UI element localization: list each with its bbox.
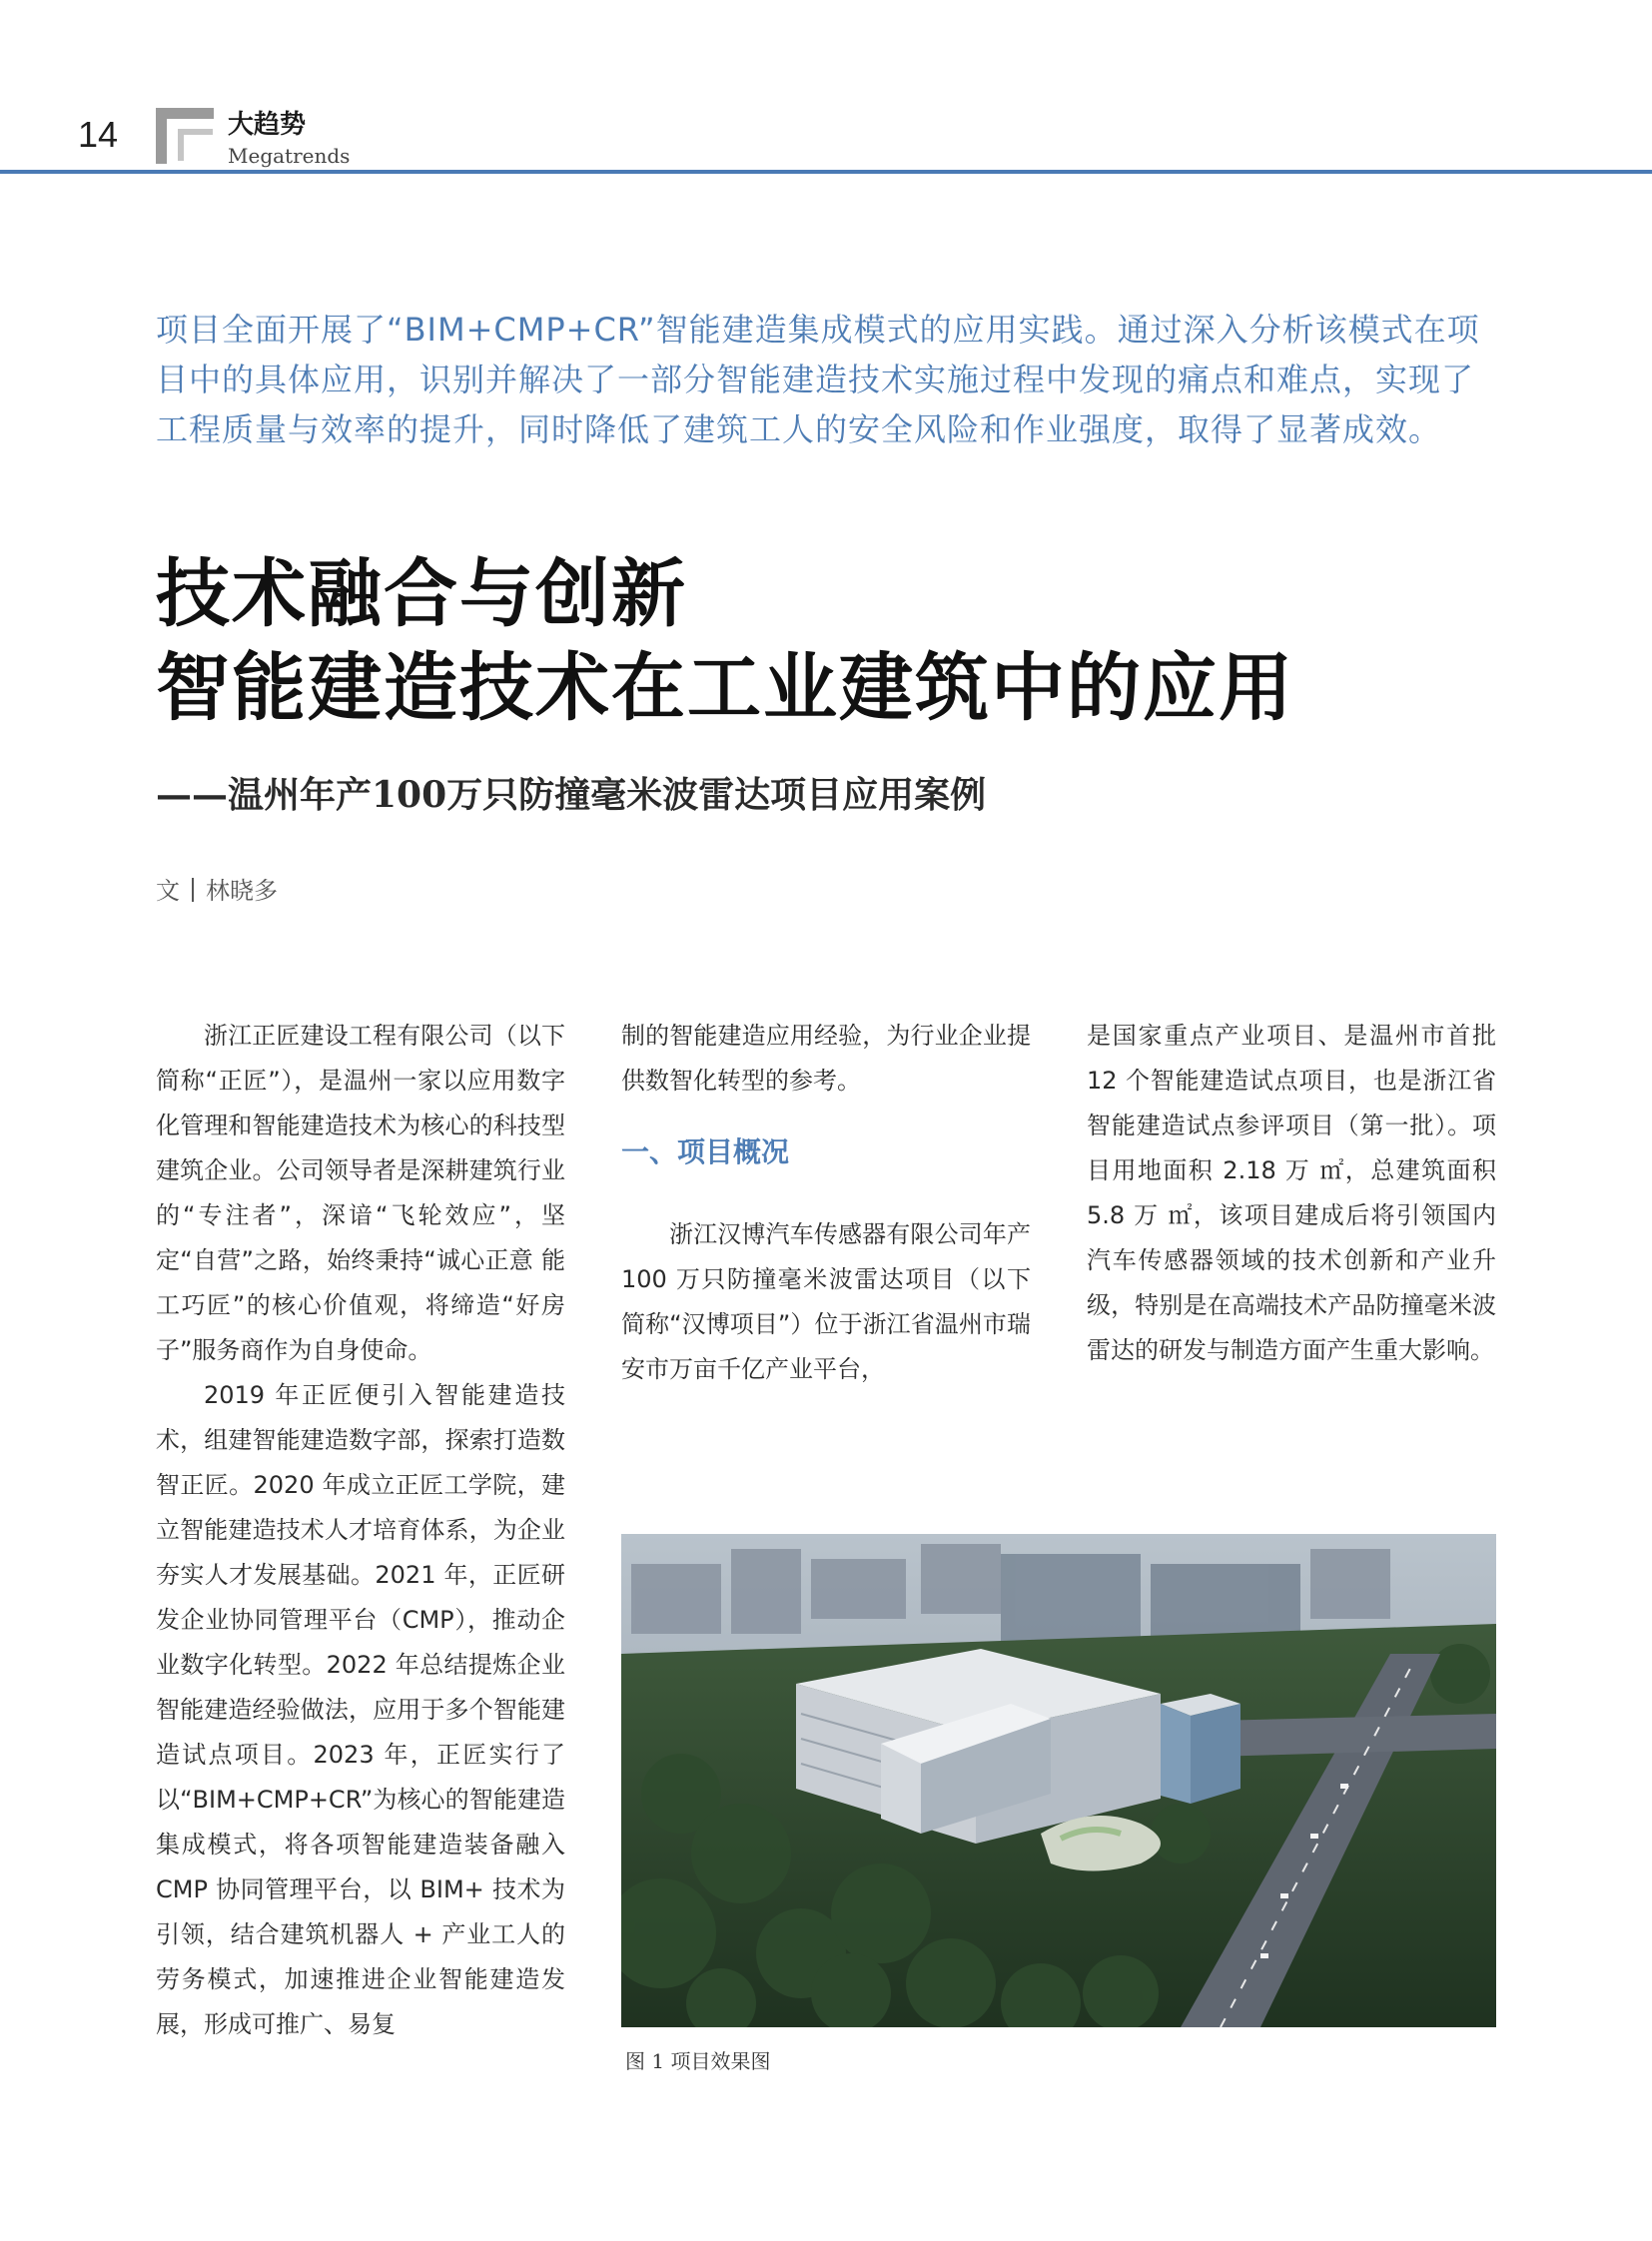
body-column-1 xyxy=(156,1014,565,2047)
byline-separator xyxy=(192,878,194,902)
article-title xyxy=(156,547,1294,735)
byline xyxy=(156,871,278,906)
section-bracket-inner-icon xyxy=(178,129,213,161)
lede-paragraph: 项目全面开展了“BIM+CMP+CR”智能建造集成模式的应用实践。通过深入分析该模式在项目中的具体应用，识别并解决了一部分智能建造技术实施过程中发现的痛点和难点，实现了工程质量与效率的提升，同时降低了建筑工人的安全风险和作业强度，取得了显著成效。 xyxy=(156,311,1480,448)
figure-caption: 图 1 项目效果图 xyxy=(625,2049,771,2073)
project-rendering-image xyxy=(621,1534,1496,2027)
title-line-1: 技术融合与创新 xyxy=(156,551,687,637)
header-rule xyxy=(0,170,1652,174)
article-subtitle: ——温州年产100万只防撞毫米波雷达项目应用案例 xyxy=(156,774,987,816)
body-paragraph: 2019 年正匠便引入智能建造技术，组建智能建造数字部，探索打造数智正匠。2020 年成立正匠工学院，建立智能建造技术人才培育体系，为企业夯实人才发展基础。2021 年，正匠研发企业协同管理平台（CMP），推动企业数字化转型。2022 年总结提炼企业智能建造经验做法，应用于多个智能建造试点项目。2023 年，正匠实行了以“BIM+CMP+CR”为核心的智能建造集成模式，将各项智能建造装备融入 CMP 协同管理平台，以 BIM+ 技术为引领，结合建筑机器人 + 产业工人的劳务模式，加速推进企业智能建造发展，形成可推广、易复 xyxy=(156,1381,565,2038)
section-title: 大趋势 xyxy=(228,110,307,140)
author-name: 林晓多 xyxy=(206,877,278,905)
byline-label: 文 xyxy=(156,877,180,905)
body-column-3 xyxy=(1087,1014,1496,1373)
body-paragraph: 浙江正匠建设工程有限公司（以下简称“正匠”），是温州一家以应用数字化管理和智能建造技术为核心的科技型建筑企业。公司领导者是深耕建筑行业的“专注者”，深谙“飞轮效应”，坚定“自营”之路，始终秉持“诚心正意 能工巧匠”的核心价值观，将缔造“好房子”服务商作为自身使命。 xyxy=(156,1022,565,1364)
section-subtitle: Megatrends xyxy=(228,144,351,168)
title-line-2: 智能建造技术在工业建筑中的应用 xyxy=(156,645,1294,731)
section-heading: 一、项目概况 xyxy=(621,1135,790,1168)
body-column-2 xyxy=(621,1014,1031,1392)
body-paragraph: 是国家重点产业项目、是温州市首批 12 个智能建造试点项目，也是浙江省智能建造试点参评项目（第一批）。项目用地面积 2.18 万 ㎡，总建筑面积 5.8 万 ㎡，该项目建成后将引领国内汽车传感器领域的技术创新和产业升级，特别是在高端技术产品防撞毫米波雷达的研发与制造方面产生重大影响。 xyxy=(1087,1022,1496,1364)
page-number: 14 xyxy=(78,114,119,155)
body-paragraph: 制的智能建造应用经验，为行业企业提供数智化转型的参考。 xyxy=(621,1022,1031,1095)
body-paragraph: 浙江汉博汽车传感器有限公司年产 100 万只防撞毫米波雷达项目（以下简称“汉博项目”）位于浙江省温州市瑞安市万亩千亿产业平台， xyxy=(621,1220,1031,1383)
